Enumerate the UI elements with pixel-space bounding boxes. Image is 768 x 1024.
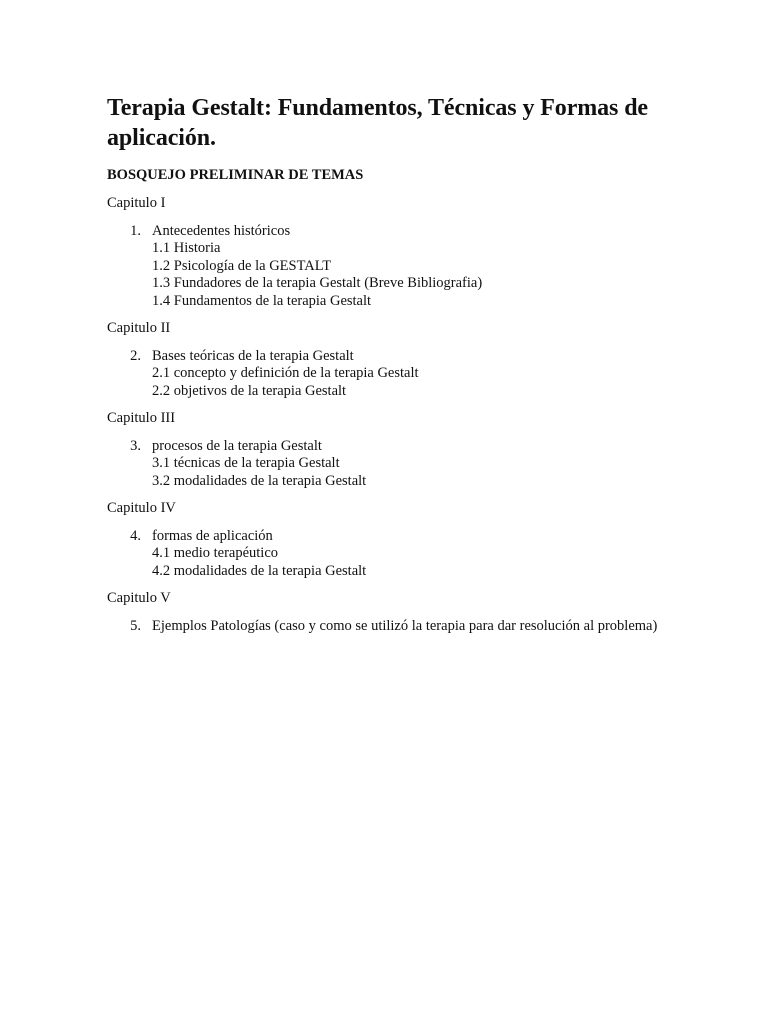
chapter-section [107,409,660,490]
chapter-section [107,499,660,580]
chapter-heading: Capitulo II [107,320,171,336]
list-item-number: 5. [130,618,141,634]
list-item-number: 3. [130,438,141,454]
list-item-text: Bases teóricas de la terapia Gestalt [152,348,354,364]
list-item-text: Ejemplos Patologías (caso y como se utilizó la terapia para dar resolución al problema) [152,618,658,634]
list-item [107,347,660,365]
document-page [107,93,660,635]
list-item-number: 2. [130,348,141,364]
list-item-text: Antecedentes históricos [152,223,291,239]
list-item [107,527,660,545]
chapter-heading: Capitulo V [107,590,171,606]
document-subtitle: BOSQUEJO PRELIMINAR DE TEMAS [107,167,364,183]
sub-item: 4.2 modalidades de la terapia Gestalt [152,562,367,579]
sub-item: 1.4 Fundamentos de la terapia Gestalt [152,292,372,309]
chapter-heading: Capitulo III [107,410,176,426]
sub-item: 4.1 medio terapéutico [152,545,279,561]
chapter-section [107,589,660,635]
list-item [107,437,660,455]
document-title: Terapia Gestalt: Fundamentos, Técnicas y Formas de aplicación. [107,95,648,151]
list-item-number: 1. [130,223,141,239]
sub-item: 2.1 concepto y definición de la terapia Gestalt [152,365,419,381]
list-item [107,617,660,635]
chapter-section [107,194,660,310]
chapter-heading: Capitulo IV [107,500,176,516]
list-item-number: 4. [130,528,141,544]
chapter-section [107,319,660,400]
sub-item: 1.1 Historia [152,240,221,256]
sub-item: 3.1 técnicas de la terapia Gestalt [152,455,340,471]
sub-item: 1.3 Fundadores de la terapia Gestalt (Breve Bibliografia) [152,275,483,291]
sub-item: 2.2 objetivos de la terapia Gestalt [152,382,347,399]
chapter-list [107,194,660,635]
list-item-text: formas de aplicación [152,528,273,544]
sub-item: 3.2 modalidades de la terapia Gestalt [152,472,367,489]
list-item-text: procesos de la terapia Gestalt [152,438,322,454]
list-item [107,222,660,240]
chapter-heading: Capitulo I [107,195,166,211]
sub-item: 1.2 Psicología de la GESTALT [152,257,332,274]
